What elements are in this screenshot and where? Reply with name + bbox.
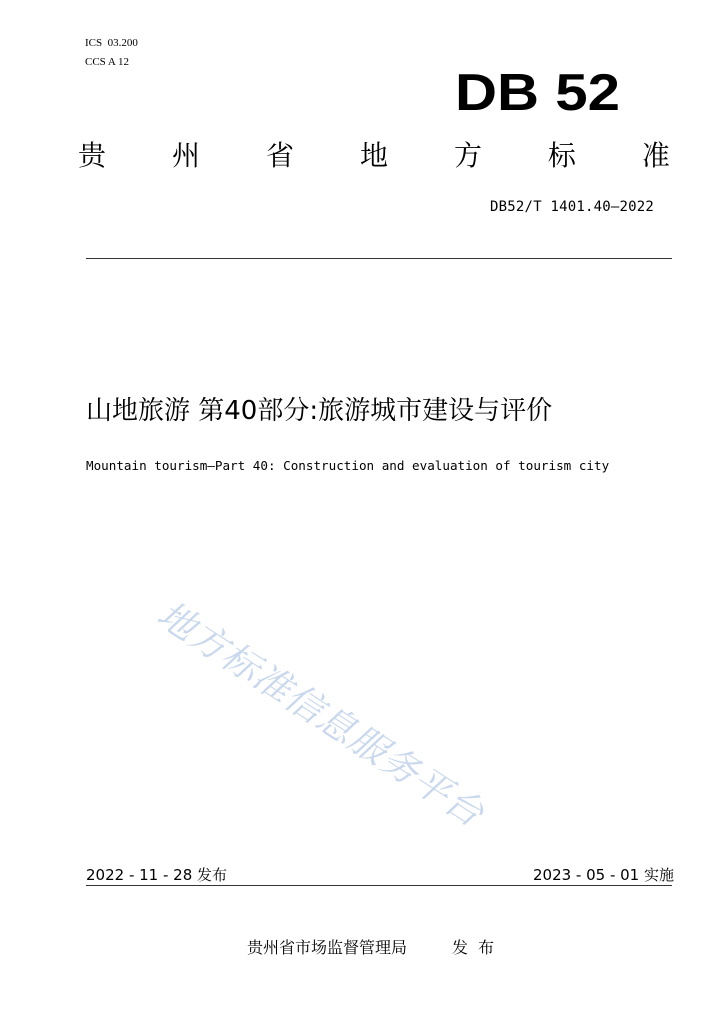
standard-number: DB52/T 1401.40—2022	[490, 199, 654, 215]
province-title-char: 州	[171, 139, 200, 172]
watermark: 地方标准信息服务平台	[149, 592, 492, 836]
ccs-code: CCS A 12	[85, 56, 130, 68]
province-title-char: 地	[359, 139, 388, 172]
province-title-char: 省	[265, 139, 294, 172]
province-title-char: 标	[547, 139, 576, 172]
db52-logo	[455, 62, 620, 120]
chinese-title: 山地旅游 第40部分:旅游城市建设与评价	[86, 396, 553, 426]
issue-date: 2022 - 11 - 28 发布	[86, 866, 228, 884]
top-divider	[86, 258, 672, 259]
english-title: Mountain tourism—Part 40: Construction and evaluation of tourism city	[86, 458, 610, 473]
publisher-name: 贵州省市场监督管理局	[247, 938, 408, 957]
publish-label: 发布	[452, 938, 505, 957]
province-title-char: 贵	[78, 139, 107, 172]
province-title-char: 方	[453, 139, 482, 172]
province-title-char: 准	[641, 139, 670, 172]
bottom-divider	[86, 885, 672, 886]
province-standard-title	[78, 138, 670, 174]
svg-text:DB 52: DB 52	[455, 64, 620, 120]
implementation-date: 2023 - 05 - 01 实施	[532, 866, 674, 884]
ics-code: ICS 03.200	[85, 37, 138, 49]
